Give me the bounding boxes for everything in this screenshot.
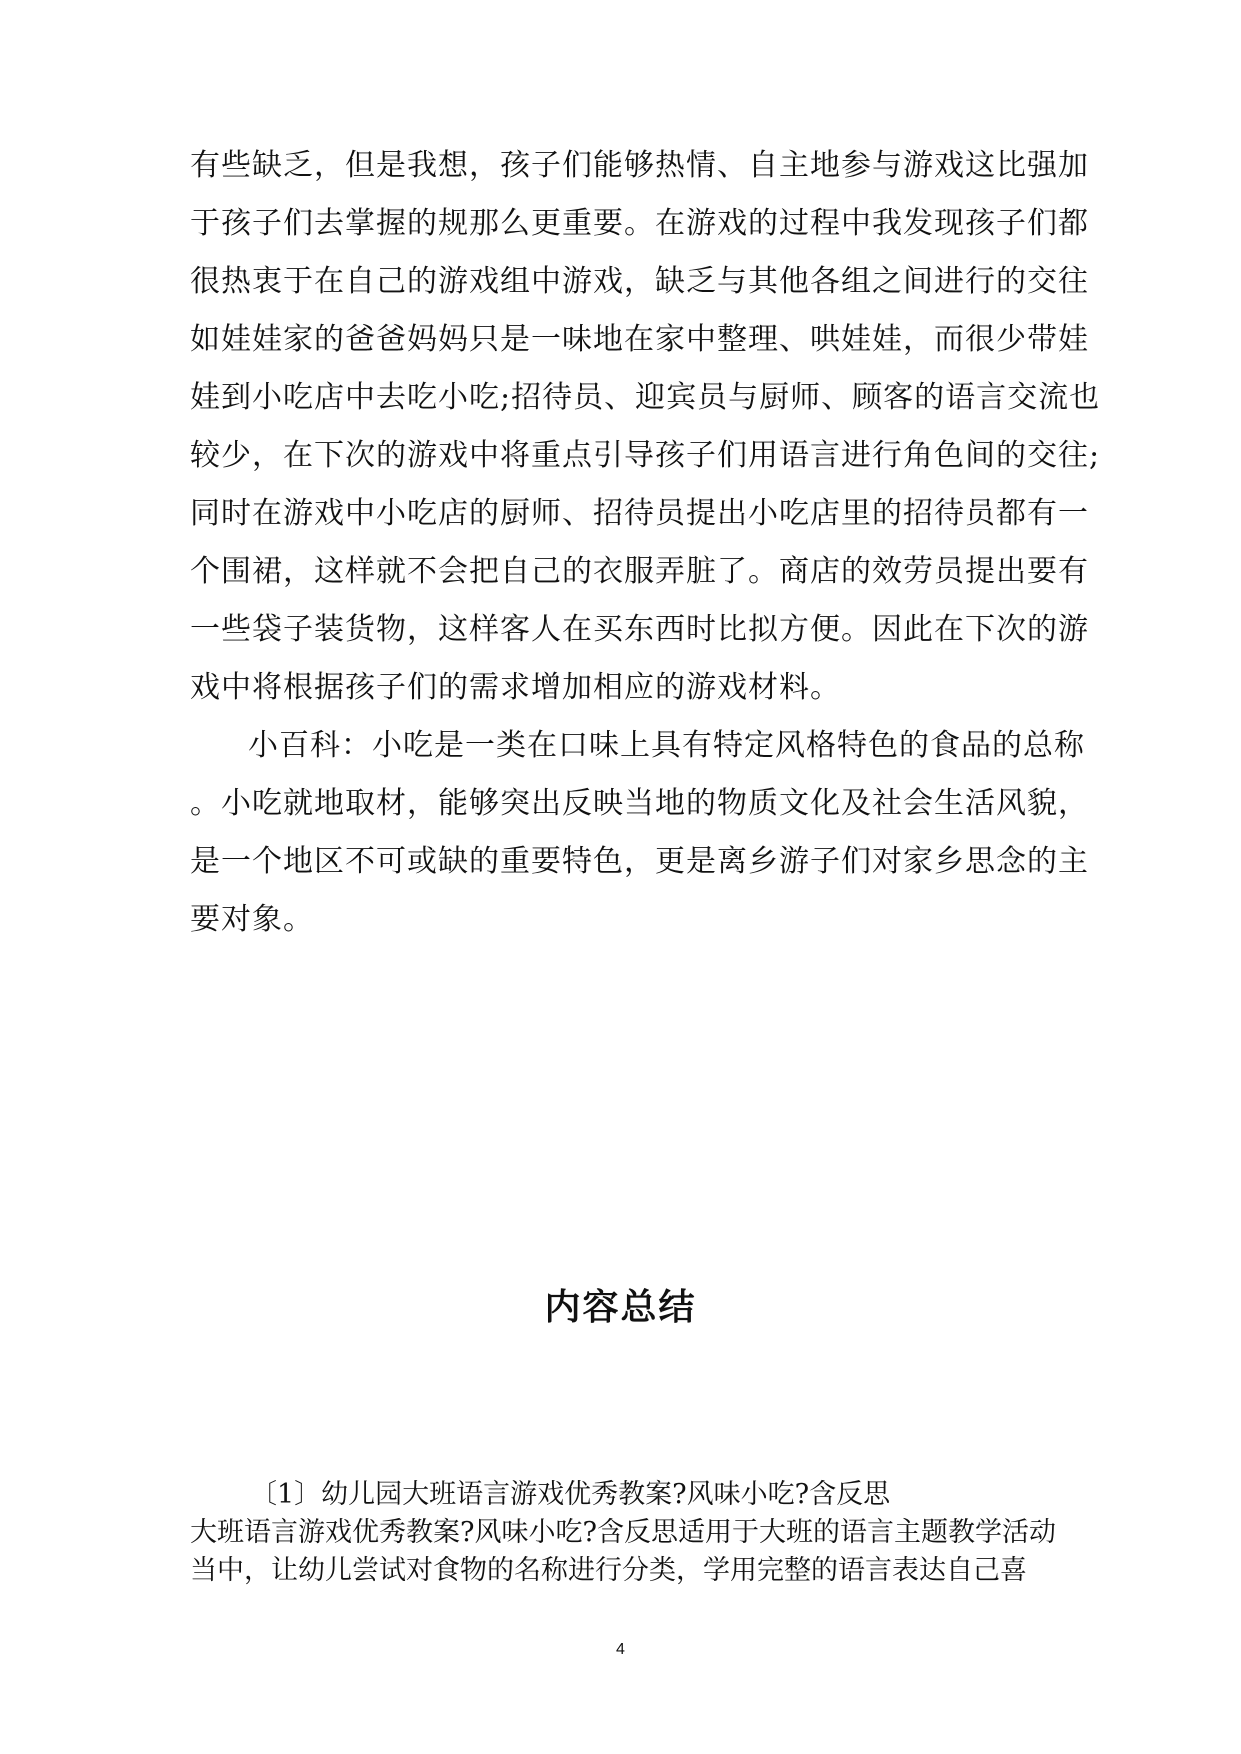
summary-line: 当中，让幼儿尝试对食物的名称进行分类，学用完整的语言表达自己喜 (190, 1555, 1027, 1586)
body-line: 较少，在下次的游戏中将重点引导孩子们用语言进行角色间的交往; (190, 438, 1101, 473)
page-number: 4 (616, 1641, 625, 1658)
encyclopedia-line: 小百科：小吃是一类在口味上具有特定风格特色的食品的总称 (248, 728, 1085, 763)
body-line: 戏中将根据孩子们的需求增加相应的游戏材料。 (190, 670, 841, 705)
encyclopedia-line: 要对象。 (190, 902, 314, 937)
body-line: 有些缺乏，但是我想，孩子们能够热情、自主地参与游戏这比强加 (190, 148, 1089, 183)
summary-line: 大班语言游戏优秀教案?风味小吃?含反思适用于大班的语言主题教学活动 (190, 1517, 1056, 1548)
encyclopedia-line: 是一个地区不可或缺的重要特色，更是离乡游子们对家乡思念的主 (190, 844, 1089, 879)
body-line: 很热衷于在自己的游戏组中游戏，缺乏与其他各组之间进行的交往 (190, 264, 1089, 299)
summary-line: 〔1〕幼儿园大班语言游戏优秀教案?风味小吃?含反思 (250, 1479, 891, 1510)
body-line: 一些袋子装货物，这样客人在买东西时比拟方便。因此在下次的游 (190, 612, 1089, 647)
body-line: 如娃娃家的爸爸妈妈只是一味地在家中整理、哄娃娃，而很少带娃 (190, 322, 1089, 357)
body-line: 同时在游戏中小吃店的厨师、招待员提出小吃店里的招待员都有一 (190, 496, 1089, 531)
body-line: 于孩子们去掌握的规那么更重要。在游戏的过程中我发现孩子们都 (190, 206, 1089, 241)
body-line: 个围裙，这样就不会把自己的衣服弄脏了。商店的效劳员提出要有 (190, 554, 1089, 589)
encyclopedia-line: 。小吃就地取材，能够突出反映当地的物质文化及社会生活风貌， (190, 786, 1089, 821)
body-line: 娃到小吃店中去吃小吃;招待员、迎宾员与厨师、顾客的语言交流也 (190, 380, 1101, 415)
summary-heading: 内容总结 (544, 1287, 697, 1328)
